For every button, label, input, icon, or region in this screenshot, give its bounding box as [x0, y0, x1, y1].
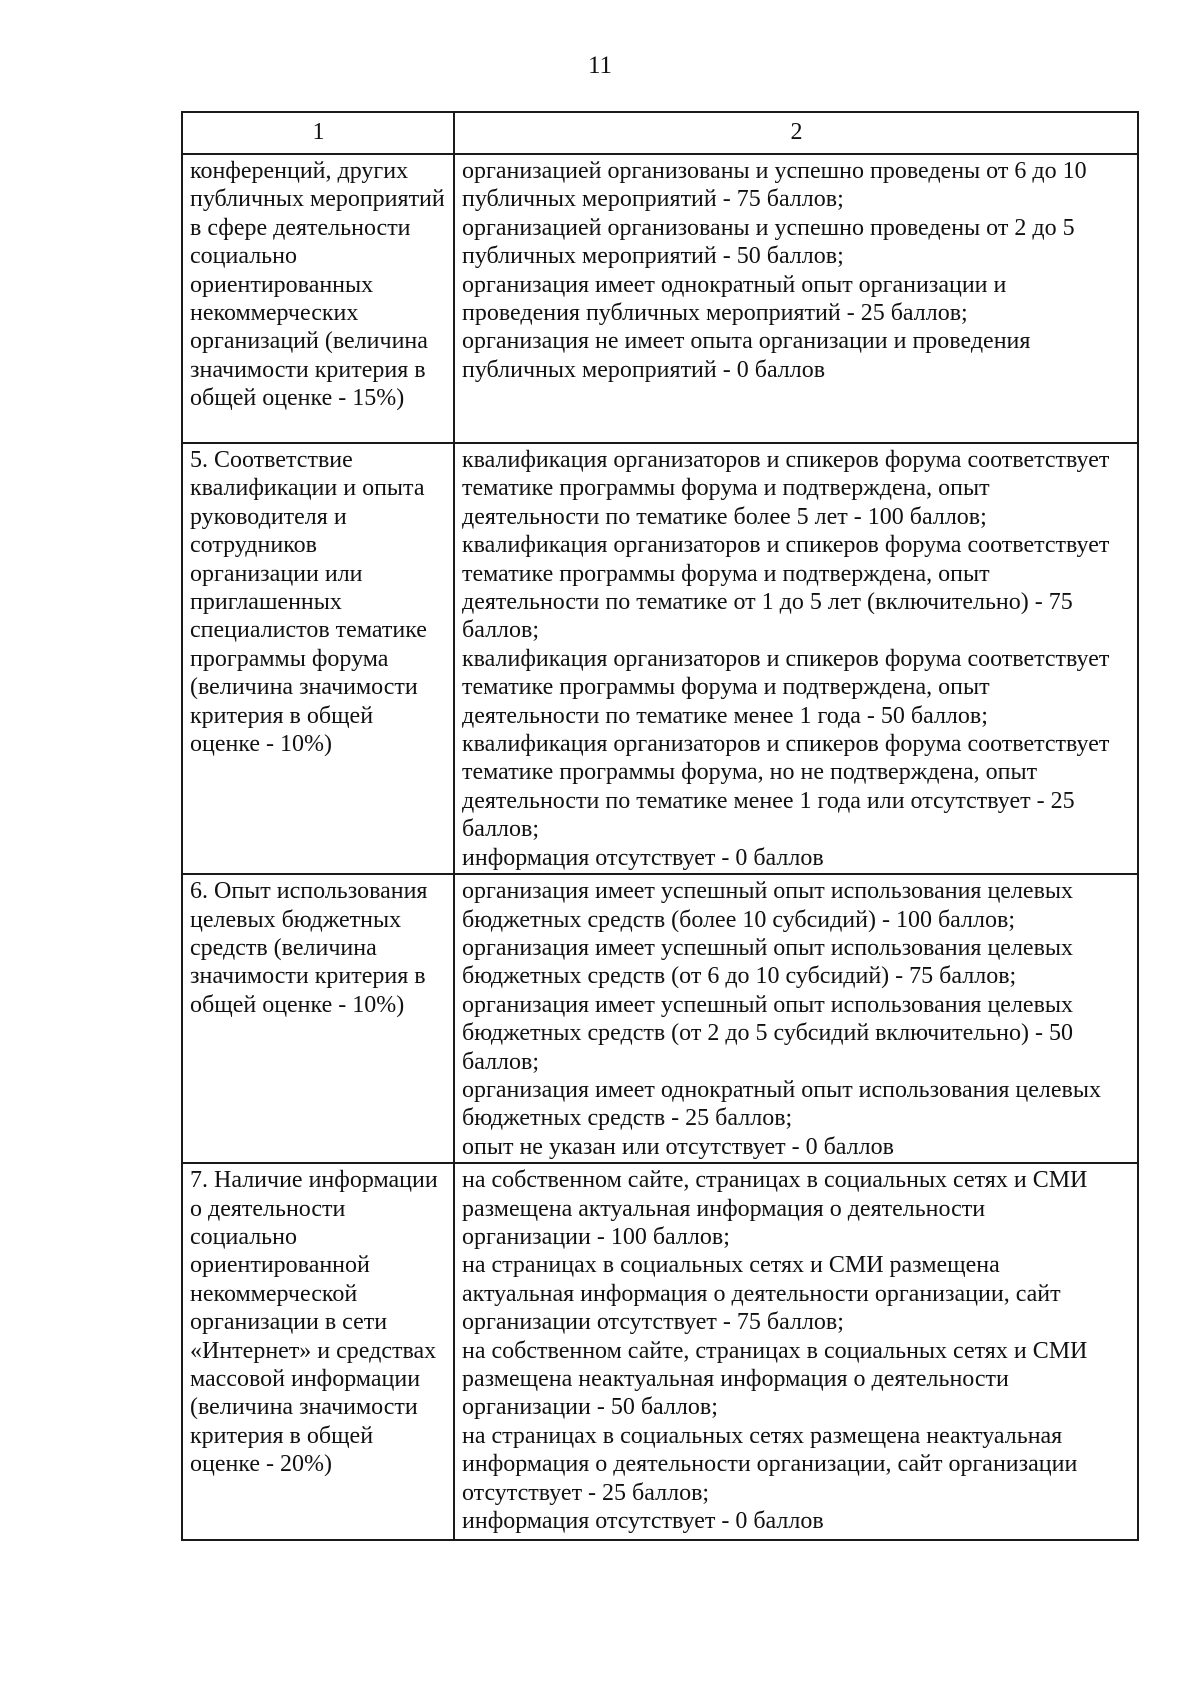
text-line: на страницах в социальных сетях размещена неактуальная	[462, 1422, 1063, 1449]
text-line: 5. Соответствие	[190, 447, 353, 473]
text-line: 7. Наличие информации	[190, 1167, 438, 1194]
text-line: общей оценке - 10%)	[190, 991, 405, 1018]
text-line: публичных мероприятий - 50 баллов;	[462, 243, 844, 270]
text-line: сотрудников	[190, 532, 317, 559]
text-line: публичных мероприятий	[190, 186, 445, 213]
text-line: конференций, других	[190, 158, 409, 184]
text-line: значимости критерия в	[190, 356, 426, 383]
text-line: актуальная информация о деятельности организации, сайт	[462, 1280, 1061, 1307]
text-line: организаций (величина	[190, 328, 428, 355]
text-line: организация имеет успешный опыт использования целевых	[462, 878, 1074, 905]
table-row	[182, 1163, 1138, 1540]
text-line: организацией организованы и успешно проведены от 6 до 10	[462, 158, 1087, 184]
text-line: тематике программы форума, но не подтверждена, опыт	[462, 759, 1038, 786]
scoring-text	[462, 155, 1131, 384]
text-line: о деятельности	[190, 1195, 346, 1222]
text-line: информация отсутствует - 0 баллов	[462, 1508, 824, 1535]
text-line: ориентированных	[190, 271, 374, 298]
text-line: на страницах в социальных сетях и СМИ размещена	[462, 1252, 1000, 1279]
text-line: ориентированной	[190, 1252, 370, 1279]
text-line: баллов;	[462, 1048, 540, 1075]
text-line: бюджетных средств (от 2 до 5 субсидий включительно) - 50	[462, 1020, 1073, 1047]
scoring-cell	[454, 1163, 1138, 1540]
column-header-1: 1	[182, 112, 454, 154]
text-line: (величина значимости	[190, 674, 418, 701]
text-line: публичных мероприятий - 0 баллов	[462, 356, 826, 383]
table-row	[182, 443, 1138, 874]
text-line: организации в сети	[190, 1309, 388, 1336]
criterion-text	[190, 875, 447, 1019]
text-line: некоммерческих	[190, 300, 359, 327]
text-line: оценке - 20%)	[190, 1451, 333, 1478]
criterion-text	[190, 1164, 447, 1478]
text-line: организацией организованы и успешно проведены от 2 до 5	[462, 214, 1075, 241]
criterion-cell	[182, 874, 454, 1163]
text-line: баллов;	[462, 617, 540, 644]
text-line: социально	[190, 1223, 297, 1250]
text-line: целевых бюджетных	[190, 906, 402, 933]
text-line: отсутствует - 25 баллов;	[462, 1479, 710, 1506]
text-line: общей оценке - 15%)	[190, 385, 405, 412]
criterion-cell	[182, 154, 454, 443]
text-line: опыт не указан или отсутствует - 0 баллов	[462, 1133, 894, 1160]
text-line: публичных мероприятий - 75 баллов;	[462, 186, 844, 213]
page-number: 11	[587, 52, 613, 79]
text-line: специалистов тематике	[190, 617, 427, 644]
text-line: тематике программы форума и подтверждена, опыт	[462, 674, 990, 701]
column-header-2: 2	[454, 112, 1138, 154]
text-line: организация имеет однократный опыт использования целевых	[462, 1076, 1101, 1103]
text-line: квалификация организаторов и спикеров форума соответствует	[462, 447, 1110, 473]
criterion-text	[190, 444, 447, 758]
text-line: 6. Опыт использования	[190, 878, 428, 905]
text-line: в сфере деятельности	[190, 214, 411, 241]
text-line: квалификации и опыта	[190, 475, 425, 502]
text-line: организации отсутствует - 75 баллов;	[462, 1309, 844, 1336]
scoring-cell	[454, 443, 1138, 874]
text-line: руководителя и	[190, 503, 347, 530]
text-line: тематике программы форума и подтверждена, опыт	[462, 475, 990, 502]
text-line: деятельности по тематике менее 1 года или отсутствует - 25	[462, 787, 1075, 814]
text-line: оценке - 10%)	[190, 731, 333, 758]
text-line: критерия в общей	[190, 1422, 374, 1449]
text-line: размещена актуальная информация о деятельности	[462, 1195, 986, 1222]
text-line: проведения публичных мероприятий - 25 баллов;	[462, 300, 968, 327]
text-line: (величина значимости	[190, 1394, 418, 1421]
text-line: на собственном сайте, страницах в социальных сетях и СМИ	[462, 1167, 1088, 1194]
text-line: организация имеет успешный опыт использования целевых	[462, 991, 1074, 1018]
text-line: бюджетных средств - 25 баллов;	[462, 1105, 793, 1132]
criterion-cell	[182, 1163, 454, 1540]
text-line: приглашенных	[190, 589, 342, 616]
text-line: организации - 100 баллов;	[462, 1223, 730, 1250]
header-row	[182, 112, 1138, 154]
text-line: тематике программы форума и подтверждена, опыт	[462, 560, 990, 587]
text-line: социально	[190, 243, 297, 270]
text-line: организации или	[190, 560, 363, 587]
text-line: информация о деятельности организации, сайт организации	[462, 1451, 1078, 1478]
criterion-text	[190, 155, 447, 413]
text-line: бюджетных средств (от 6 до 10 субсидий) - 75 баллов;	[462, 963, 1017, 990]
scoring-cell	[454, 154, 1138, 443]
text-line: организация имеет однократный опыт организации и	[462, 271, 1007, 298]
criteria-table	[181, 111, 1139, 1541]
criterion-cell	[182, 443, 454, 874]
table-row	[182, 154, 1138, 443]
scoring-text	[462, 875, 1131, 1161]
text-line: «Интернет» и средствах	[190, 1337, 437, 1364]
scoring-text	[462, 444, 1131, 872]
text-line: квалификация организаторов и спикеров форума соответствует	[462, 645, 1110, 672]
text-line: организация имеет успешный опыт использования целевых	[462, 934, 1074, 961]
text-line: массовой информации	[190, 1366, 421, 1392]
text-line: размещена неактуальная информация о деятельности	[462, 1366, 1009, 1392]
table-row	[182, 874, 1138, 1163]
text-line: деятельности по тематике от 1 до 5 лет (включительно) - 75	[462, 589, 1073, 616]
text-line: средств (величина	[190, 934, 377, 961]
text-line: информация отсутствует - 0 баллов	[462, 844, 824, 871]
text-line: квалификация организаторов и спикеров форума соответствует	[462, 532, 1110, 559]
scoring-text	[462, 1164, 1131, 1535]
text-line: организации - 50 баллов;	[462, 1394, 718, 1421]
text-line: значимости критерия в	[190, 963, 426, 990]
text-line: деятельности по тематике более 5 лет - 100 баллов;	[462, 503, 987, 530]
text-line: программы форума	[190, 645, 389, 672]
text-line: бюджетных средств (более 10 субсидий) - 100 баллов;	[462, 906, 1015, 933]
text-line: организация не имеет опыта организации и проведения	[462, 328, 1031, 355]
text-line: на собственном сайте, страницах в социальных сетях и СМИ	[462, 1337, 1088, 1364]
text-line: баллов;	[462, 816, 540, 843]
text-line: деятельности по тематике менее 1 года - 50 баллов;	[462, 702, 988, 729]
text-line: некоммерческой	[190, 1280, 358, 1307]
text-line: квалификация организаторов и спикеров форума соответствует	[462, 731, 1110, 758]
text-line: критерия в общей	[190, 702, 374, 729]
scoring-cell	[454, 874, 1138, 1163]
